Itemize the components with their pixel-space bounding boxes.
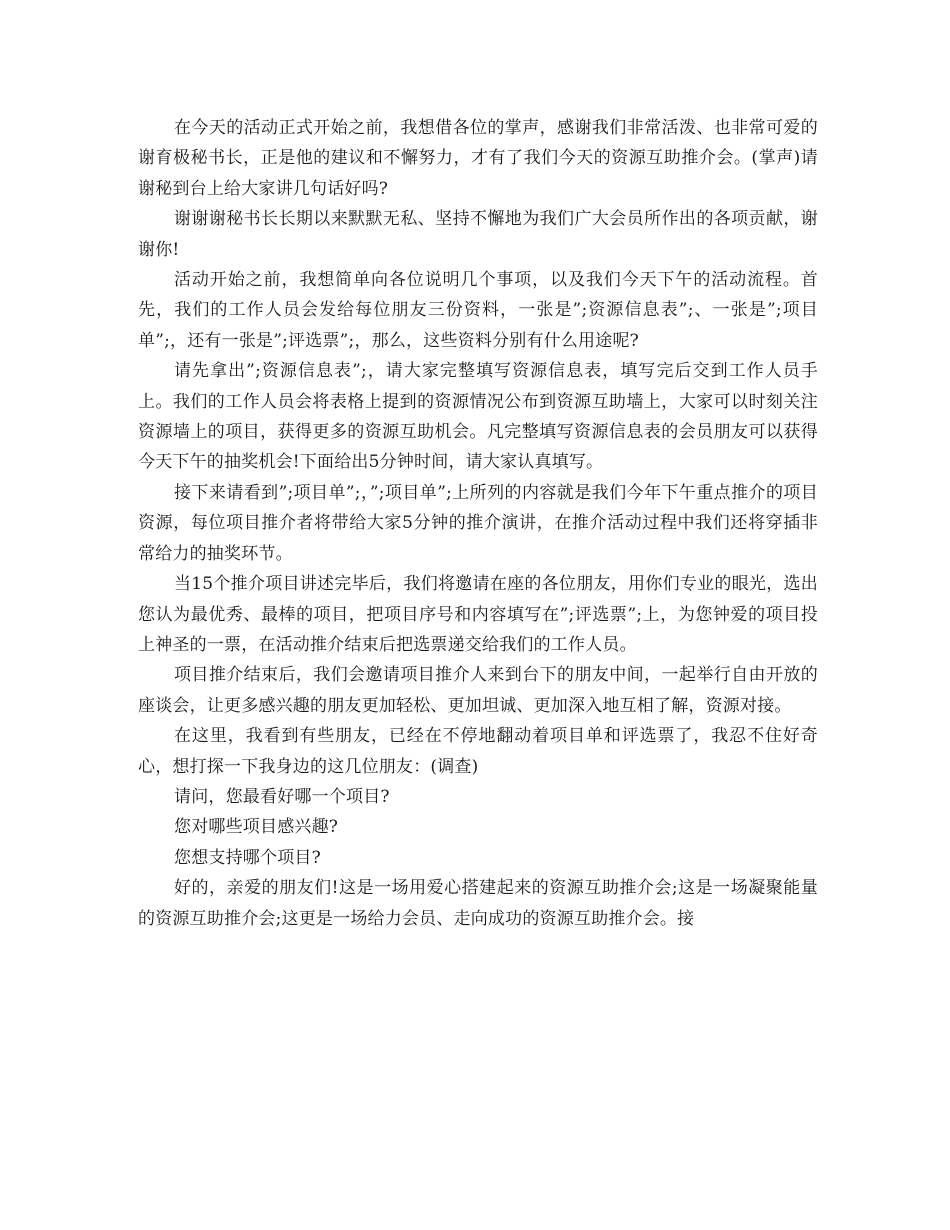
paragraph-question-3: 您想支持哪个项目? xyxy=(174,847,321,868)
paragraph-project-list: 接下来请看到”;项目单”;，”;项目单”;上所列的内容就是我们今年下午重点推介的项目资源，每位项目推介者将带给大家5分钟的推介演讲，在推介活动过程中我们还将穿插非常给力的抽奖环节。 xyxy=(138,482,818,564)
paragraph-question-1: 请问，您最看好哪一个项目? xyxy=(174,786,390,807)
paragraph-agenda-intro: 活动开始之前，我想简单向各位说明几个事项，以及我们今天下午的活动流程。首先，我们的工作人员会发给每位朋友三份资料，一张是”;资源信息表”;、一张是”;项目单”;，还有一张是”;评选票”;，那么，这些资料分别有什么用途呢? xyxy=(138,270,818,351)
paragraph-forum: 项目推介结束后，我们会邀请项目推介人来到台下的朋友中间，一起举行自由开放的座谈会，让更多感兴趣的朋友更加轻松、更加坦诚、更加深入地互相了解，资源对接。 xyxy=(138,665,818,716)
paragraph-survey-intro: 在这里，我看到有些朋友，已经在不停地翻动着项目单和评选票了，我忍不住好奇心，想打探一下我身边的这几位朋友：(调查) xyxy=(138,726,818,777)
paragraph-thanks-secretary: 谢谢谢秘书长长期以来默默无私、坚持不懈地为我们广大会员所作出的各项贡献，谢谢你! xyxy=(138,209,818,260)
document-body xyxy=(138,113,818,934)
paragraph-closing: 好的，亲爱的朋友们!这是一场用爱心搭建起来的资源互助推介会;这是一场凝聚能量的资源互助推介会;这更是一场给力会员、走向成功的资源互助推介会。接 xyxy=(138,878,818,929)
paragraph-resource-form: 请先拿出”;资源信息表”;，请大家完整填写资源信息表，填写完后交到工作人员手上。我们的工作人员会将表格上提到的资源情况公布到资源互助墙上，大家可以时刻关注资源墙上的项目，获得更多的资源互助机会。凡完整填写资源信息表的会员朋友可以获得今天下午的抽奖机会!下面给出5分钟时间，请大家认真填写。 xyxy=(138,361,818,473)
paragraph-question-2: 您对哪些项目感兴趣? xyxy=(174,817,339,838)
paragraph-opening-thanks: 在今天的活动正式开始之前，我想借各位的掌声，感谢我们非常活泼、也非常可爱的谢育极秘书长，正是他的建议和不懈努力，才有了我们今天的资源互助推介会。(掌声)请谢秘到台上给大家讲几句话好吗? xyxy=(138,118,818,199)
paragraph-voting: 当15个推介项目讲述完毕后，我们将邀请在座的各位朋友，用你们专业的眼光，选出您认为最优秀、最棒的项目，把项目序号和内容填写在”;评选票”;上，为您钟爱的项目投上神圣的一票，在活动推介结束后把选票递交给我们的工作人员。 xyxy=(138,574,818,655)
